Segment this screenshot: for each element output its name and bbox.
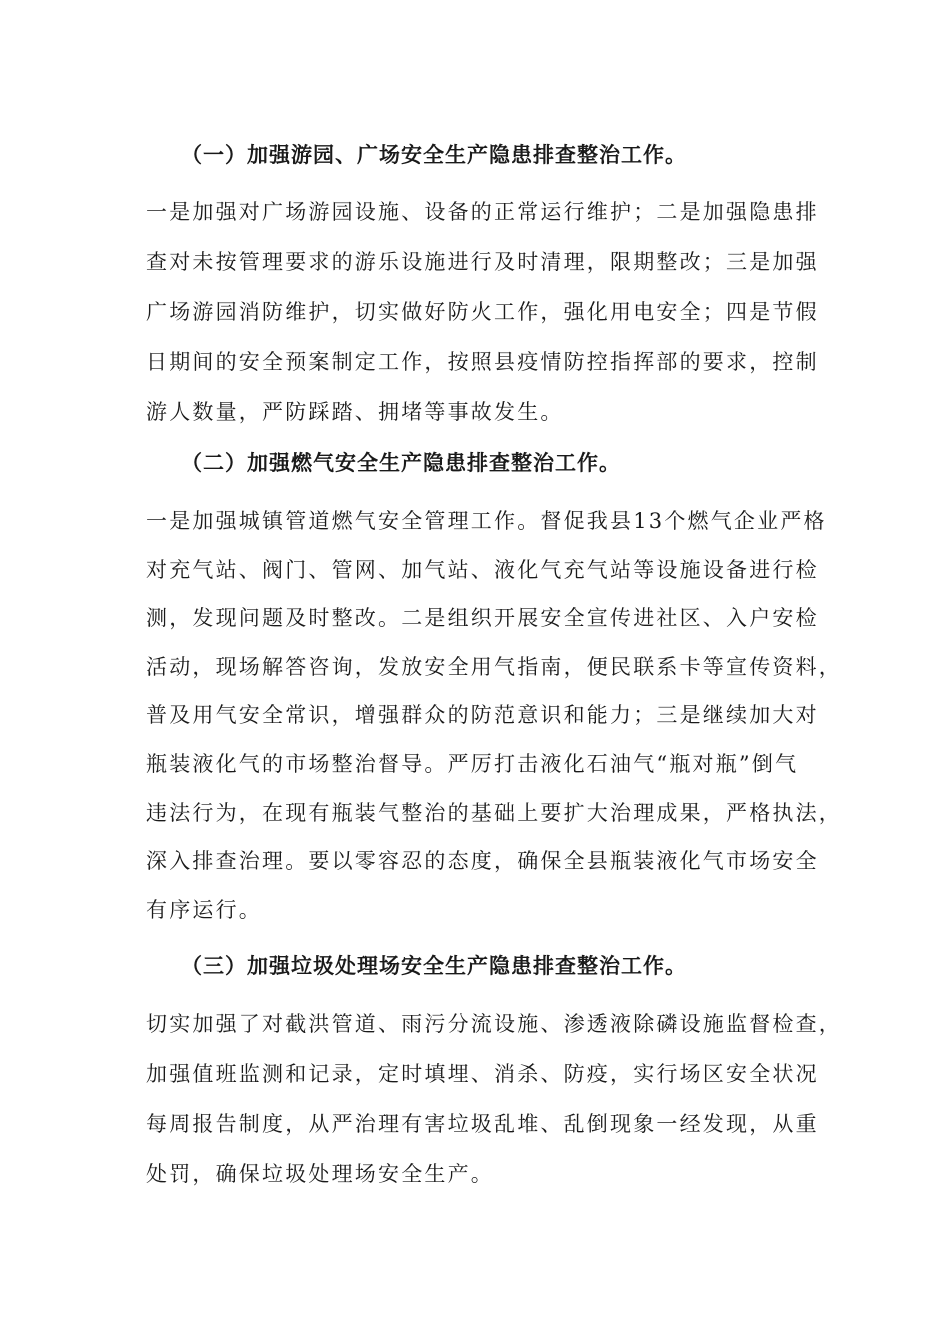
section-3-heading: （三）加强垃圾处理场安全生产隐患排查整治工作。 bbox=[181, 953, 687, 978]
section-2-line-4: 活动，现场解答咨询，发放安全用气指南，便民联系卡等宣传资料， bbox=[146, 655, 842, 679]
section-1-line-5: 游人数量，严防踩踏、拥堵等事故发生。 bbox=[146, 400, 564, 424]
section-3-line-2: 加强值班监测和记录，定时填埋、消杀、防疫，实行场区安全状况 bbox=[146, 1062, 819, 1086]
section-2-line-5: 普及用气安全常识，增强群众的防范意识和能力；三是继续加大对 bbox=[146, 703, 819, 727]
section-1-line-1: 一是加强对广场游园设施、设备的正常运行维护；二是加强隐患排 bbox=[146, 200, 819, 224]
section-1-line-2: 查对未按管理要求的游乐设施进行及时清理，限期整改；三是加强 bbox=[146, 250, 819, 274]
section-2-line-8: 深入排查治理。要以零容忍的态度，确保全县瓶装液化气市场安全 bbox=[146, 849, 819, 873]
section-2-line-6: 瓶装液化气的市场整治督导。严厉打击液化石油气“瓶对瓶”倒气 bbox=[146, 752, 799, 776]
section-1-line-4: 日期间的安全预案制定工作，按照县疫情防控指挥部的要求，控制 bbox=[146, 350, 819, 374]
section-2-heading: （二）加强燃气安全生产隐患排查整治工作。 bbox=[181, 450, 621, 475]
section-3-line-3: 每周报告制度，从严治理有害垃圾乱堆、乱倒现象一经发现，从重 bbox=[146, 1112, 819, 1136]
section-1-line-3: 广场游园消防维护，切实做好防火工作，强化用电安全；四是节假 bbox=[146, 300, 819, 324]
section-2-line-1: 一是加强城镇管道燃气安全管理工作。督促我县13个燃气企业严格 bbox=[146, 509, 827, 533]
section-3-line-4: 处罚，确保垃圾处理场安全生产。 bbox=[146, 1162, 494, 1186]
section-2-line-7: 违法行为，在现有瓶装气整治的基础上要扩大治理成果，严格执法， bbox=[146, 801, 842, 825]
section-2-line-3: 测，发现问题及时整改。二是组织开展安全宣传进社区、入户安检 bbox=[146, 606, 819, 630]
section-3-line-1: 切实加强了对截洪管道、雨污分流设施、渗透液除磷设施监督检查， bbox=[146, 1012, 842, 1036]
section-2-line-9: 有序运行。 bbox=[146, 898, 262, 922]
section-2-line-2: 对充气站、阀门、管网、加气站、液化气充气站等设施设备进行检 bbox=[146, 558, 819, 582]
section-1-heading: （一）加强游园、广场安全生产隐患排查整治工作。 bbox=[181, 142, 687, 167]
